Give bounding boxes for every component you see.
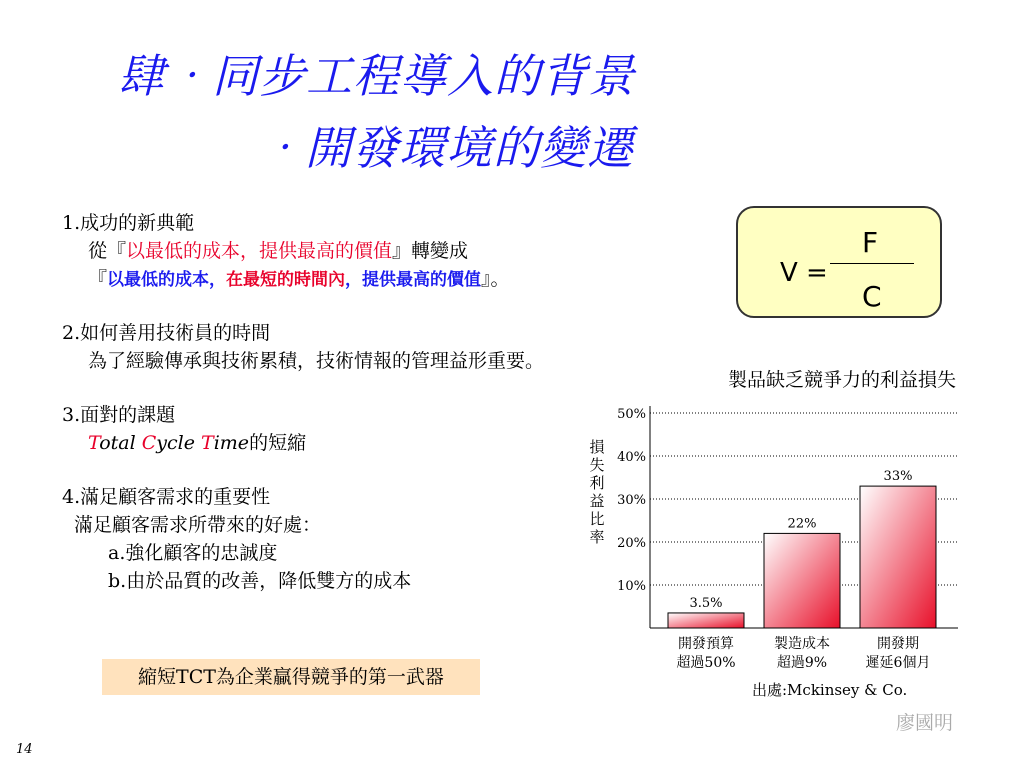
y-tick-label: 10% bbox=[617, 579, 646, 594]
profit-loss-chart bbox=[560, 360, 1000, 680]
y-tick-label: 50% bbox=[617, 407, 646, 422]
point-4-item-a: a.強化顧客的忠誠度 bbox=[108, 542, 278, 564]
category-label: 超過50% bbox=[676, 655, 736, 671]
category-label: 開發期 bbox=[877, 636, 919, 652]
point-1-to-close: 』。 bbox=[481, 268, 510, 290]
point-3-heading: 3.面對的課題 bbox=[62, 404, 176, 426]
data-label: 3.5% bbox=[689, 595, 723, 611]
point-1-heading: 1.成功的新典範 bbox=[62, 212, 195, 234]
data-label: 33% bbox=[883, 469, 913, 485]
point-1-new-a: 以最低的成本， bbox=[107, 270, 227, 290]
tct-ycle: ycle bbox=[156, 432, 202, 454]
point-1-from-prefix: 從『 bbox=[88, 240, 127, 262]
tct-ime: ime bbox=[213, 432, 250, 454]
category-label: 遲延6個月 bbox=[865, 655, 931, 671]
formula-v: V = bbox=[780, 258, 828, 288]
y-axis-label: 益 bbox=[589, 492, 605, 510]
y-tick-label: 30% bbox=[617, 493, 646, 508]
point-4-item-b: b.由於品質的改善，降低雙方的成本 bbox=[108, 570, 412, 592]
bar bbox=[668, 613, 744, 628]
slide-title-line2: ‧開發環境的變遷 bbox=[258, 121, 634, 175]
y-axis-label: 損 bbox=[589, 438, 605, 456]
slide-title-line1: 肆‧同步工程導入的背景 bbox=[118, 49, 635, 103]
tct-T: T bbox=[88, 432, 100, 454]
value-formula-box bbox=[736, 206, 942, 318]
slogan-box: 縮短TCT為企業贏得競爭的第一武器 bbox=[102, 659, 480, 695]
point-1-new-c: ，提供最高的價值 bbox=[345, 270, 482, 290]
data-label: 22% bbox=[787, 516, 817, 532]
bar bbox=[764, 533, 840, 628]
chart-title: 製品缺乏競爭力的利益損失 bbox=[727, 369, 956, 391]
tct-C: C bbox=[141, 432, 157, 454]
point-4-body: 滿足顧客需求所帶來的好處： bbox=[74, 514, 322, 536]
y-axis-label: 失 bbox=[589, 456, 605, 474]
point-1-old-paradigm: 以最低的成本，提供最高的價值 bbox=[126, 240, 393, 262]
point-4-heading: 4.滿足顧客需求的重要性 bbox=[62, 486, 271, 508]
point-2-body: 為了經驗傳承與技術累積，技術情報的管理益形重要。 bbox=[88, 350, 545, 372]
tct-otal: otal bbox=[99, 432, 142, 454]
author-name: 廖國明 bbox=[896, 712, 954, 734]
y-tick-label: 40% bbox=[617, 450, 646, 465]
y-axis-label: 率 bbox=[589, 528, 605, 546]
page-number: 14 bbox=[16, 742, 33, 757]
point-1-from-suffix: 』轉變成 bbox=[392, 240, 469, 262]
formula-numerator: F bbox=[862, 226, 879, 259]
formula-fraction-bar bbox=[830, 263, 914, 264]
y-axis-label: 比 bbox=[589, 510, 605, 528]
point-1-from bbox=[88, 236, 468, 263]
y-tick-label: 20% bbox=[617, 536, 646, 551]
bar bbox=[860, 486, 936, 628]
point-1-to-open: 『 bbox=[88, 268, 108, 290]
formula-denominator: C bbox=[862, 280, 882, 313]
point-1-new-b: 在最短的時間內 bbox=[226, 270, 346, 290]
point-2-heading: 2.如何善用技術員的時間 bbox=[62, 322, 271, 344]
category-label: 超過9% bbox=[776, 655, 828, 671]
category-label: 開發預算 bbox=[678, 636, 734, 652]
point-3-body bbox=[88, 428, 306, 455]
tct-suffix: 的短縮 bbox=[249, 432, 307, 454]
category-label: 製造成本 bbox=[774, 636, 830, 652]
chart-source: 出處:Mckinsey & Co. bbox=[752, 681, 908, 699]
y-axis-label: 利 bbox=[589, 474, 605, 492]
point-1-to bbox=[88, 264, 510, 291]
tct-T2: T bbox=[201, 432, 214, 454]
